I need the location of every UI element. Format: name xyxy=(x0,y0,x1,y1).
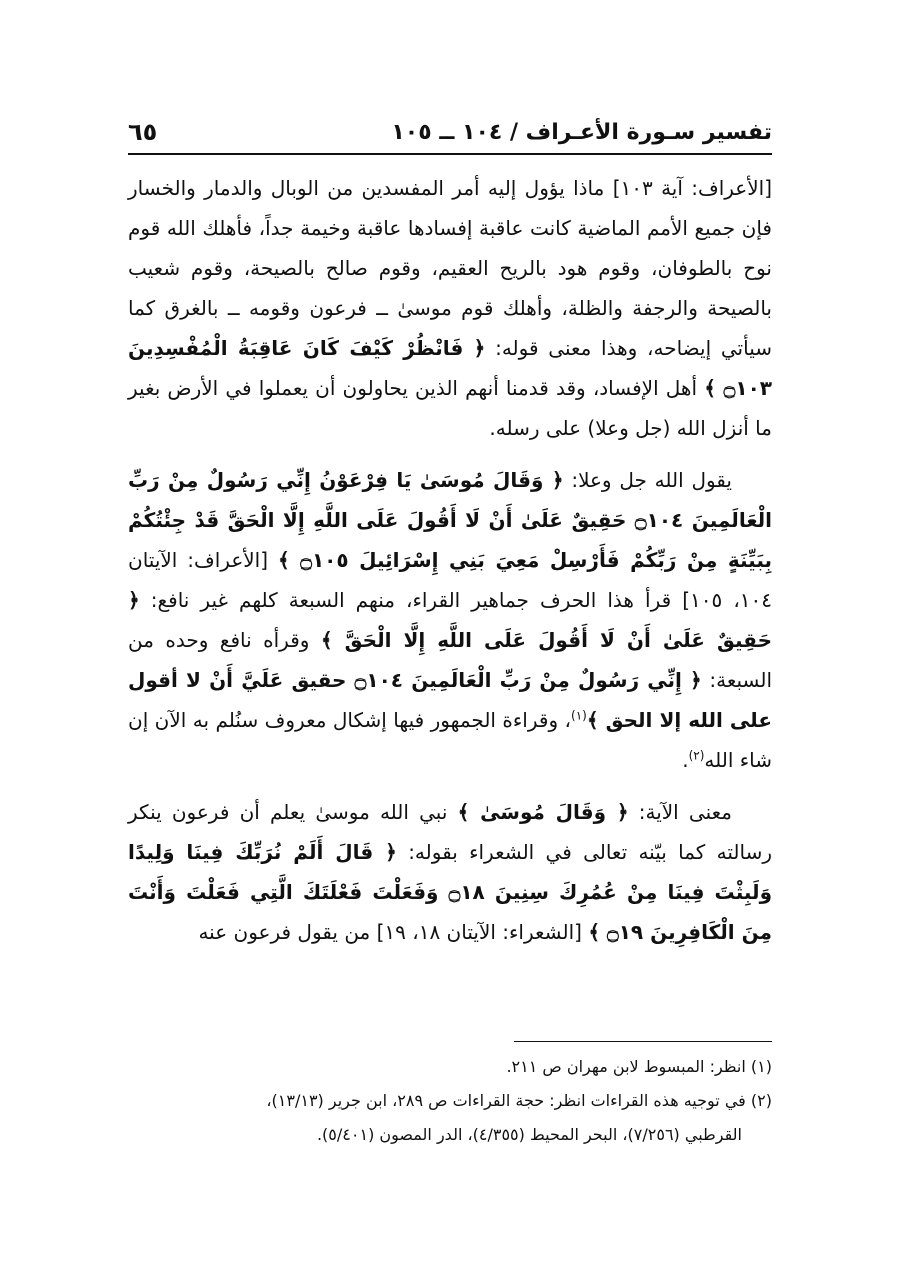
footnote-text: انظر: المبسوط لابن مهران ص ٢١١. xyxy=(506,1057,746,1076)
quran-verse: ﴿ قَالَ أَلَمْ نُرَبِّكَ فِينَا وَلِيدًا وَلَبِثْتَ فِينَا مِنْ عُمُرِكَ سِنِينَ ۝١٨ وَفَعَلْتَ فَعْلَتَكَ الَّتِي فَعَلْتَ وَأَنْتَ مِنَ الْكَافِرِينَ ۝١٩ ﴾ xyxy=(128,840,772,944)
quran-verse: ﴿ وَقَالَ مُوسَىٰ يَا فِرْعَوْنُ إِنِّي رَسُولٌ مِنْ رَبِّ الْعَالَمِينَ ۝١٠٤ حَقِيقٌ عَلَىٰ أَنْ لَا أَقُولَ عَلَى اللَّهِ إِلَّا الْحَقَّ قَدْ جِئْتُكُمْ بِبَيِّنَةٍ مِنْ رَبِّكُمْ فَأَرْسِلْ مَعِيَ بَنِي إِسْرَائِيلَ ۝١٠٥ ﴾ xyxy=(128,468,773,572)
footnote-2-continuation: القرطبي (٧/٢٥٦)، البحر المحيط (٤/٣٥٥)، الدر المصون (٥/٤٠١). xyxy=(316,1125,742,1144)
text-run: ، وقراءة الجمهور فيها إشكال معروف سنُلم به الآن إن شاء الله xyxy=(128,708,772,772)
quran-verse: ﴿ وَقَالَ مُوسَىٰ ﴾ xyxy=(457,800,629,824)
footnote-ref: (٢) xyxy=(688,748,705,763)
header-divider xyxy=(128,153,772,155)
paragraph xyxy=(128,792,772,952)
quran-verse: ﴿ فَانْظُرْ كَيْفَ كَانَ عَاقِبَةُ الْمُفْسِدِينَ ۝١٠٣ ﴾ xyxy=(128,336,772,400)
page-number: ٦٥ xyxy=(128,118,158,146)
header-title: تفسير سـورة الأعـراف / ١٠٤ ــ ١٠٥ xyxy=(391,119,772,145)
quran-verse: ﴿ حَقِيقٌ عَلَىٰ أَنْ لَا أَقُولَ عَلَى اللَّهِ إِلَّا الْحَقَّ ﴾ xyxy=(128,588,772,652)
text-run: [الأعراف: الآيتان ١٠٤، ١٠٥] قرأ هذا الحرف جماهير القراء، منهم السبعة كلهم غير نافع: xyxy=(128,548,773,612)
footnote-divider xyxy=(514,1041,772,1042)
paragraph xyxy=(128,460,772,780)
running-header xyxy=(128,112,772,152)
text-run: وقرأه نافع وحده من السبعة: xyxy=(128,628,773,692)
text-run: أهل الإفساد، وقد قدمنا أنهم الذين يحاولون أن يعملوا في الأرض بغير ما أنزل الله (جل وعلا) على رسله. xyxy=(128,376,772,440)
quran-verse: ﴿ إِنِّي رَسُولٌ مِنْ رَبِّ الْعَالَمِينَ ۝١٠٤ حقيق عَلَيَّ أَنْ لا أقول على الله إلا الحق ﴾ xyxy=(128,668,772,732)
paragraph xyxy=(128,168,772,448)
main-text xyxy=(128,168,772,952)
footnotes xyxy=(128,1050,772,1152)
footnote-marker: (٢) xyxy=(750,1091,772,1110)
footnote-1 xyxy=(128,1050,772,1084)
text-run: [الأعراف: آية ١٠٣] ماذا يؤول إليه أمر المفسدين من الوبال والدمار والخسار فإن جميع الأمم الماضية كانت عاقبة إفسادها عاقبة وخيمة جداً، فأهلك الله قوم نوح بالطوفان، وقوم هود بالريح العقيم، وقوم صالح بالصيحة، وقوم شعيب بالصيحة والرجفة والظلة، وأهلك قوم موسىٰ ــ فرعون وقومه ــ بالغرق كما سيأتي إيضاحه، وهذا معنى قوله: xyxy=(128,176,772,360)
footnote-2 xyxy=(128,1084,772,1118)
text-run: . xyxy=(682,748,689,772)
text-run: [الشعراء: الآيتان ١٨، ١٩] من يقول فرعون عنه xyxy=(198,920,589,944)
text-run: معنى الآية: xyxy=(628,800,732,824)
footnote-ref: (١) xyxy=(571,708,587,723)
text-run: يقول الله جل وعلا: xyxy=(563,468,732,492)
text-run: نبي الله موسىٰ يعلم أن فرعون ينكر رسالته كما بيّنه تعالى في الشعراء بقوله: xyxy=(128,800,772,864)
footnote-marker: (١) xyxy=(750,1057,772,1076)
footnote-text: في توجيه هذه القراءات انظر: حجة القراءات ص ٢٨٩، ابن جرير (١٣/١٣)، xyxy=(266,1091,746,1110)
